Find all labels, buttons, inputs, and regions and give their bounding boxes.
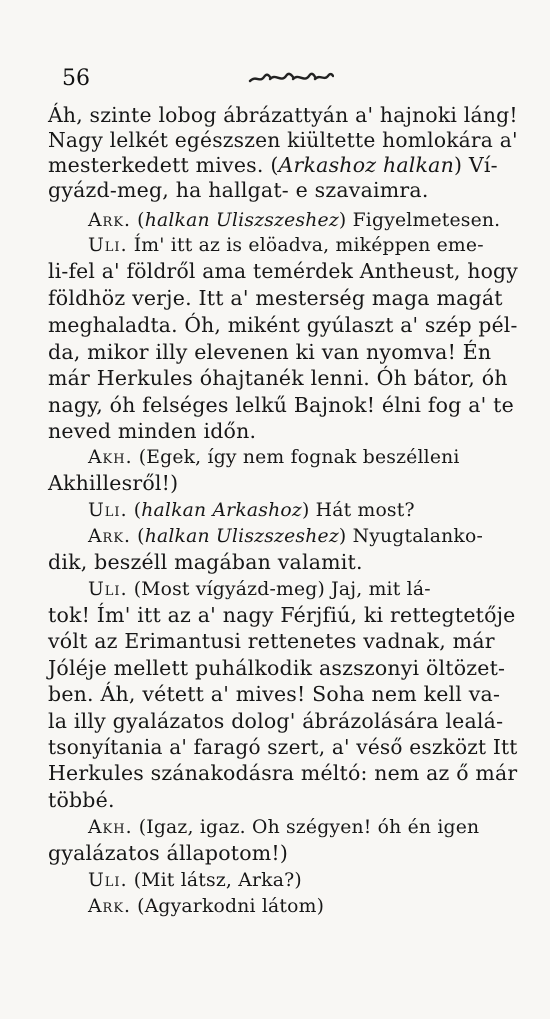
text-line <box>48 392 518 419</box>
text-line <box>48 177 518 204</box>
text-line <box>48 655 518 682</box>
text-segment: la illy gyalázatos dolog' ábrázolására lealá- <box>48 709 504 733</box>
text-line <box>88 232 550 259</box>
text-line <box>48 787 518 814</box>
text-line <box>88 207 550 234</box>
text-line <box>88 814 550 841</box>
text-segment: gyázd-meg, ha hallgat- e szavaimra. <box>48 178 429 202</box>
text-segment: tsonyítania a' faragó szert, a' véső eszközt Itt <box>48 735 518 759</box>
text-segment: ) Ví- <box>454 153 498 177</box>
text-segment: már Herkules óhajtanék lenni. Óh bátor, óh <box>48 366 508 390</box>
text-line <box>48 365 518 392</box>
text-segment: meghaladta. Óh, miként gyúlaszt a' szép pél- <box>48 313 518 337</box>
text-segment: (Agyarkodni látom) <box>131 896 325 917</box>
speaker-name: Ark. <box>88 896 132 917</box>
text-segment: Jóléje mellett puhálkodik aszszonyi öltözet- <box>48 656 506 680</box>
text-segment: többé. <box>48 788 115 812</box>
text-line <box>88 444 550 471</box>
speaker-name: Akh. <box>88 447 133 468</box>
text-line <box>48 152 518 179</box>
text-line <box>48 312 518 339</box>
text-segment: (Egek, így nem fognak beszélleni <box>132 447 460 468</box>
text-line <box>48 127 518 154</box>
text-segment: Ím' itt az is elöadva, miképpen eme- <box>127 235 484 256</box>
page-number: 56 <box>62 66 90 91</box>
text-line <box>48 628 518 655</box>
text-segment: tok! Ím' itt az a' nagy Férjfiú, ki rettegtetője <box>48 603 516 627</box>
text-line <box>48 602 518 629</box>
text-segment: dik, beszéll magában valamit. <box>48 550 363 574</box>
speaker-name: Ark. <box>88 526 132 547</box>
speaker-name: Akh. <box>88 817 133 838</box>
text-segment: nagy, óh felséges lelkű Bajnok! élni fog a' te <box>48 393 514 417</box>
text-line <box>48 285 518 312</box>
text-line <box>48 549 518 576</box>
text-line <box>88 523 550 550</box>
text-line <box>48 418 518 445</box>
speaker-name: Uli. <box>88 870 128 891</box>
text-segment: Nagy lelkét egészszen kiültette homlokára a' <box>48 128 518 152</box>
text-segment: ben. Áh, vétett a' mives! Soha nem kell va- <box>48 682 501 706</box>
text-segment: Áh, szinte lobog ábrázattyán a' hajnoki láng! <box>48 103 518 127</box>
text-line <box>88 576 550 603</box>
text-segment: (Mit látsz, Arka?) <box>127 870 302 891</box>
stage-direction: halkan Uliszszeshez <box>144 526 339 547</box>
speaker-name: Uli. <box>88 579 128 600</box>
text-line <box>48 681 518 708</box>
text-line <box>48 258 518 285</box>
text-line <box>48 708 518 735</box>
text-segment: li-fel a' földről ama temérdek Antheust, hogy <box>48 259 518 283</box>
text-segment: ) Nyugtalanko- <box>338 526 484 547</box>
stage-direction: halkan Uliszszeshez <box>144 210 339 231</box>
text-line <box>48 840 518 867</box>
text-segment: da, mikor illy elevenen ki van nyomva! Én <box>48 340 492 364</box>
text-segment: Akhillesről!) <box>48 471 179 495</box>
text-line <box>88 497 550 524</box>
text-line <box>48 760 518 787</box>
text-segment: Herkules szánakodásra méltó: nem az ő már <box>48 761 518 785</box>
text-line <box>48 734 518 761</box>
text-segment: ( <box>131 526 145 547</box>
text-segment: (Most vígyázd-meg) Jaj, mit lá- <box>127 579 431 600</box>
text-segment: ( <box>131 210 145 231</box>
text-segment: gyalázatos állapotom!) <box>48 841 289 865</box>
text-segment: ) Hát most? <box>301 500 415 521</box>
text-segment: (Igaz, igaz. Oh szégyen! óh én igen <box>132 817 480 838</box>
speaker-name: Ark. <box>88 210 132 231</box>
speaker-name: Uli. <box>88 500 128 521</box>
speaker-name: Uli. <box>88 235 128 256</box>
decorative-ornament <box>248 69 334 87</box>
text-segment: ) Figyelmetesen. <box>338 210 501 231</box>
text-segment: mesterkedett mives. ( <box>48 153 279 177</box>
text-segment: neved minden időn. <box>48 419 257 443</box>
text-segment: vólt az Erimantusi rettenetes vadnak, már <box>48 629 495 653</box>
text-line <box>88 893 550 920</box>
text-line <box>48 470 518 497</box>
stage-direction: halkan Arkashoz <box>141 500 302 521</box>
text-line <box>48 339 518 366</box>
text-line <box>48 102 518 129</box>
stage-direction: Arkashoz halkan <box>278 153 454 177</box>
text-line <box>88 867 550 894</box>
text-segment: földhöz verje. Itt a' mesterség maga magát <box>48 286 503 310</box>
text-segment: ( <box>127 500 142 521</box>
